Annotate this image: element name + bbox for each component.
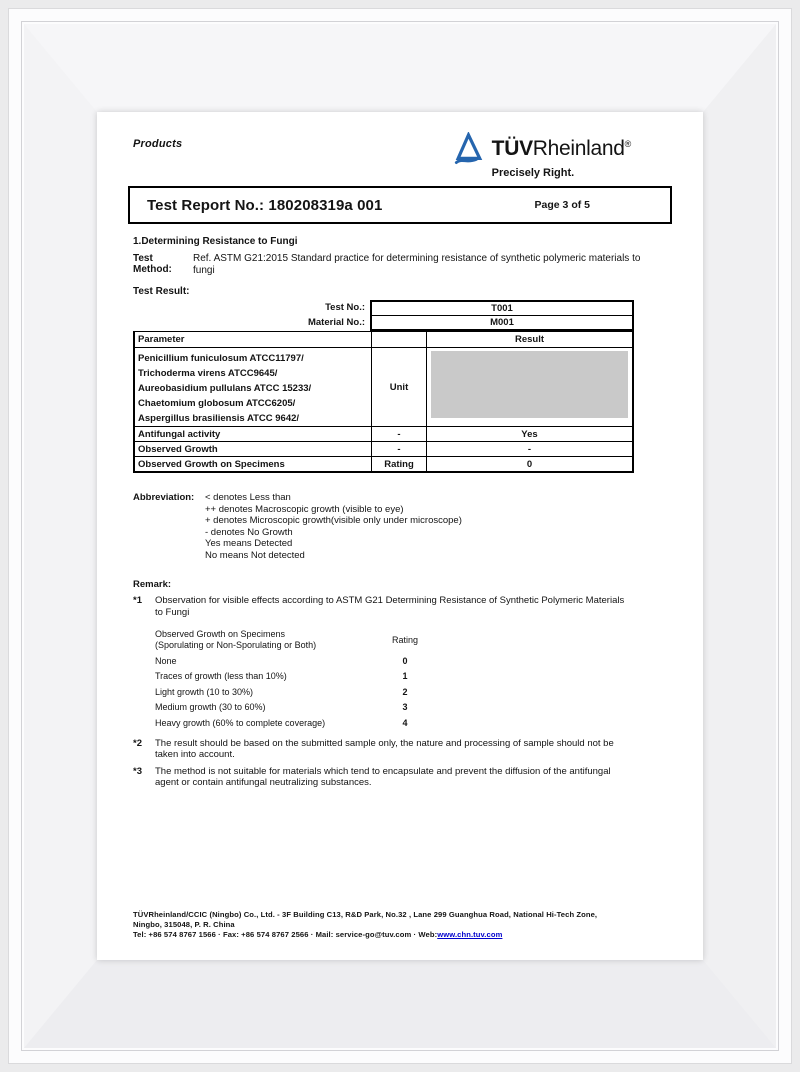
growth-rating-table [155,629,455,728]
report-title-bar [128,186,672,224]
redacted-result-cell [427,348,632,426]
tuv-rheinland-logo [453,132,631,179]
growth-label: Medium growth (30 to 60%) [155,702,266,712]
row-param: Antifungal activity [135,427,372,441]
test-method-text: Ref. ASTM G21:2015 Standard practice for determining resistance of synthetic polymeric materials to fungi [193,253,641,276]
table-row [135,456,632,471]
result-header: Result [514,334,545,345]
page-header [133,132,673,179]
table-id-values [370,300,634,331]
organism-line: Trichoderma virens ATCC9645/ [138,368,278,379]
remark-label: Remark: [133,579,172,590]
row-unit: Rating [372,457,427,471]
row-unit: - [372,442,427,456]
growth-label: Traces of growth (less than 10%) [155,671,287,681]
brand-rheinland: Rheinland [532,137,625,160]
parameter-table [133,331,634,473]
growth-table-row [155,718,455,728]
parameter-header: Parameter [135,332,372,347]
remark-text: The method is not suitable for materials which tend to encapsulate and prevent the diffusion of the antifungal agent or contain antifungal neutralizing substances. [155,765,611,788]
row-param: Observed Growth on Specimens [135,457,372,471]
abbreviation-block [133,492,673,561]
remark-marker: *1 [133,595,142,606]
growth-rating: 4 [402,717,408,728]
growth-header-line2: (Sporulating or Non-Sporulating or Both) [155,639,317,650]
test-report-page [97,112,703,960]
table-id-rows [133,300,634,331]
abbreviation-line: + denotes Microscopic growth(visible only under microscope) [205,515,462,526]
material-no-value: M001 [490,317,514,328]
footer-web-link[interactable]: www.chn.tuv.com [437,930,503,939]
brand-tagline: Precisely Right. [491,167,575,179]
abbreviation-line: < denotes Less than [205,492,291,503]
abbreviation-label: Abbreviation: [133,492,195,503]
organism-line: Aspergillus brasiliensis ATCC 9642/ [138,413,300,424]
unit-header-empty [372,332,427,347]
row-param: Observed Growth [135,442,372,456]
table-id-labels [133,300,370,331]
abbreviation-lines [205,492,462,561]
products-label: Products [133,138,183,150]
growth-table-row [155,687,455,697]
test-method-label: Test Method: [133,253,172,275]
growth-header-line1: Observed Growth on Specimens [155,629,286,639]
row-result: 0 [526,459,533,470]
registered-mark: ® [624,139,631,149]
organism-line: Penicillium funiculosum ATCC11797/ [138,353,304,364]
footer-contact-line [133,930,677,940]
row-unit: - [372,427,427,441]
organism-line: Chaetomium globosum ATCC6205/ [138,398,296,409]
footer-contact-text: Tel: +86 574 8767 1566 · Fax: +86 574 8767 2566 · Mail: service-go@tuv.com · Web: [133,930,438,939]
page-indicator: Page 3 of 5 [534,199,590,211]
remark-marker: *3 [133,765,142,777]
remark-text: Observation for visible effects according to ASTM G21 Determining Resistance of Synthetic Polymeric Materials to Fungi [155,595,625,618]
growth-rating: 2 [402,686,408,697]
abbreviation-line: Yes means Detected [205,538,293,549]
growth-table-row [155,702,455,712]
test-no-label: Test No.: [325,302,365,313]
remark-item [133,738,673,761]
rating-header: Rating [391,634,418,645]
growth-label: Light growth (10 to 30%) [155,686,254,697]
abbreviation-line: No means Not detected [205,549,305,561]
redaction-box [431,351,628,418]
abbreviation-line: ++ denotes Macroscopic growth (visible to eye) [205,503,404,515]
report-number: Test Report No.: 180208319a 001 [147,196,383,214]
growth-label: None [155,655,177,666]
row-result: - [527,444,532,455]
frame-mat [24,24,776,1048]
section-heading: 1.Determining Resistance to Fungi [133,236,298,247]
growth-table-row [155,656,455,666]
row-result: Yes [521,429,538,440]
footer-address-line1: TÜVRheinland/CCIC (Ningbo) Co., Ltd. - 3F Building C13, R&D Park, No.32 , Lane 299 Guanghua Road, National Hi-Tech Zone, [133,910,598,919]
test-result-label: Test Result: [133,286,190,297]
growth-table-row [155,671,455,681]
growth-rating: 3 [402,702,408,712]
brand-tuv: TÜV [491,137,533,160]
growth-rating: 0 [402,655,408,666]
table-header-row [135,332,632,347]
growth-rating: 1 [402,671,408,681]
remark-item [133,595,673,618]
material-no-label: Material No.: [307,317,365,328]
test-no-value: T001 [372,302,632,316]
remark-text: The result should be based on the submitted sample only, the nature and processing of sample should not be taken into account. [155,737,614,760]
brand-wordmark [492,137,631,161]
remark-item [133,766,673,789]
table-row [135,426,632,441]
page-footer [133,910,677,940]
remark-marker: *2 [133,737,142,749]
growth-table-header [155,629,455,650]
abbreviation-line: - denotes No Growth [205,526,293,538]
growth-header-label [155,629,375,650]
organisms-row [135,347,632,426]
organism-line: Aureobasidium pullulans ATCC 15233/ [138,383,312,394]
unit-cell: Unit [372,348,427,426]
tuv-triangle-icon [453,132,483,166]
test-method-row [133,253,673,276]
table-row [135,441,632,456]
growth-label: Heavy growth (60% to complete coverage) [155,717,326,728]
result-table [133,300,634,473]
organism-list [135,348,372,426]
footer-address-line2: Ningbo, 315048, P. R. China [133,920,235,929]
